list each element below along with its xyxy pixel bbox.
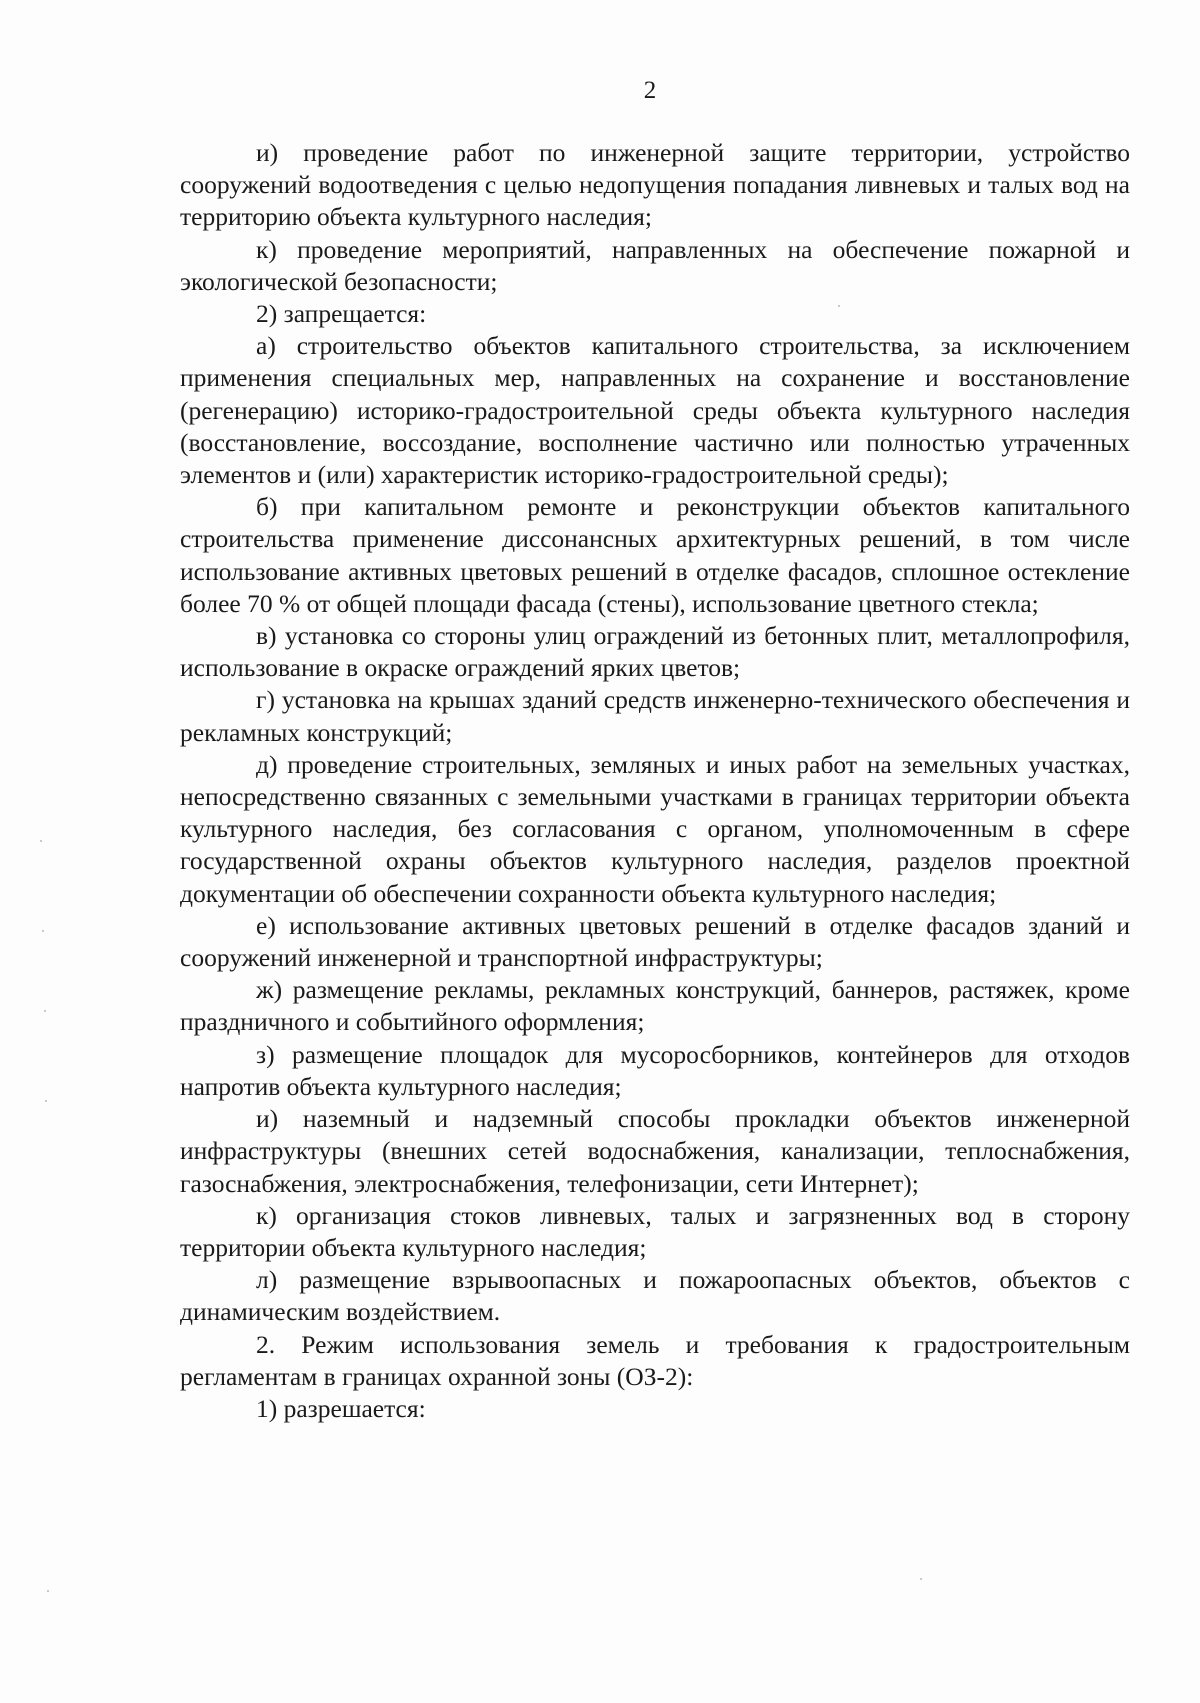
paragraph: и) проведение работ по инженерной защите территории, устройство сооружений водоотведения с целью недопущения попадания ливневых и талых вод на территорию объекта культурного наследия; xyxy=(180,138,1130,232)
paragraph: 2. Режим использования земель и требования к градостроительным регламентам в границах охранной зоны (ОЗ-2): xyxy=(180,1329,1130,1391)
scan-speck xyxy=(838,305,840,307)
scan-speck xyxy=(42,930,44,932)
scan-speck xyxy=(920,1578,922,1580)
paragraph: л) размещение взрывоопасных и пожароопасных объектов, объектов с динамическим воздействием. xyxy=(180,1265,1130,1327)
paragraph: к) организация стоков ливневых, талых и загрязненных вод в сторону территории объекта культурного наследия; xyxy=(180,1200,1130,1262)
paragraph: в) установка со стороны улиц ограждений из бетонных плит, металлопрофиля, использование в окраске ограждений ярких цветов; xyxy=(180,621,1130,683)
paragraph: к) проведение мероприятий, направленных на обеспечение пожарной и экологической безопасности; xyxy=(180,234,1130,296)
paragraph: 2) запрещается: xyxy=(256,299,427,329)
paragraph: и) наземный и надземный способы прокладки объектов инженерной инфраструктуры (внешних сетей водоснабжения, канализации, теплоснабжения, газоснабжения, электроснабжения, телефонизации, сети Интернет); xyxy=(180,1104,1130,1198)
paragraph: б) при капитальном ремонте и реконструкции объектов капитального строительства применение диссонансных архитектурных решений, в том числе использование активных цветовых решений в отделке фасадов, сплошное остекление более 70 % от общей площади фасада (стены), использование цветного стекла; xyxy=(180,492,1130,618)
paragraph: з) размещение площадок для мусоросборников, контейнеров для отходов напротив объекта культурного наследия; xyxy=(180,1039,1130,1101)
paragraph: е) использование активных цветовых решений в отделке фасадов зданий и сооружений инженерной и транспортной инфраструктуры; xyxy=(180,910,1130,973)
document-body xyxy=(180,137,1130,1425)
scan-speck xyxy=(47,1590,49,1592)
paragraph: г) установка на крышах зданий средств инженерно-технического обеспечения и рекламных конструкций; xyxy=(180,685,1130,747)
paragraph: ж) размещение рекламы, рекламных конструкций, баннеров, растяжек, кроме праздничного и событийного оформления; xyxy=(180,975,1130,1037)
scan-speck xyxy=(44,1010,46,1012)
paragraph: а) строительство объектов капитального строительства, за исключением применения специальных мер, направленных на сохранение и восстановление (регенерацию) историко-градостроительной среды объекта культурного наследия (восстановление, воссоздание, восполнение частично или полностью утраченных элементов и (или) характеристик историко-градостроительной среды); xyxy=(180,331,1130,490)
scan-speck xyxy=(45,1100,47,1102)
paragraph: д) проведение строительных, земляных и иных работ на земельных участках, непосредственно связанных с земельными участками в границах территории объекта культурного наследия, без согласования с органом, уполномоченным в сфере государственной охраны объектов культурного наследия, разделов проектной документации об обеспечении сохранности объекта культурного наследия; xyxy=(180,749,1130,908)
page-number: 2 xyxy=(643,77,657,104)
scan-speck xyxy=(40,840,42,842)
paragraph: 1) разрешается: xyxy=(256,1393,426,1423)
